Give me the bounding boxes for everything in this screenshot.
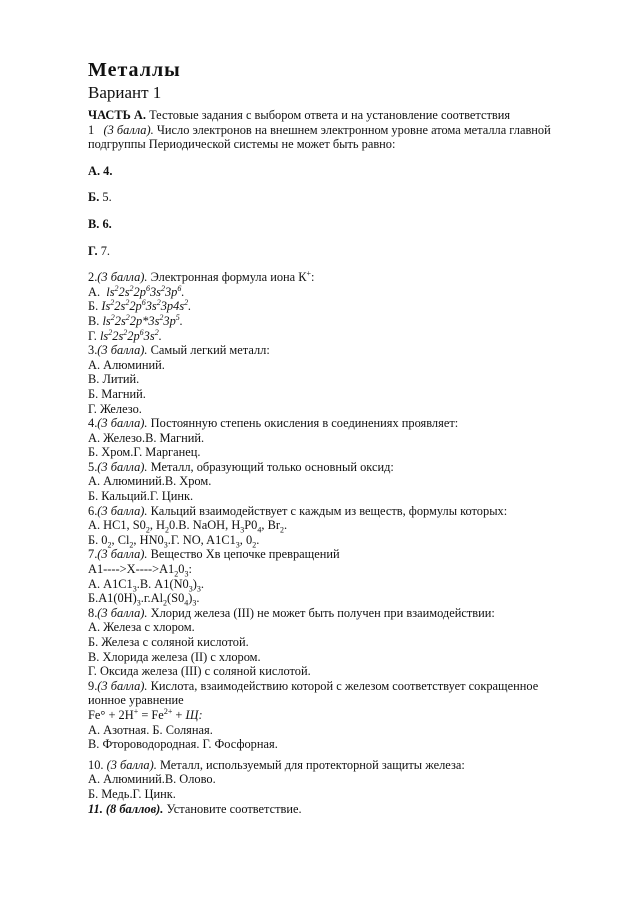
q2-option-v-prefix: В. [88,313,100,328]
q3-line [88,343,608,358]
q6-text: Кальций взаимодействует с каждым из веществ, формулы которых: [147,503,508,518]
q1-points: (3 балла). [103,122,154,137]
spacer [88,205,608,217]
q1-option-a [88,164,608,179]
spacer [88,232,608,244]
q9-h: 2Н [118,707,134,722]
q6-line [88,504,608,519]
q1-option-b [88,190,608,205]
part-heading [88,108,608,123]
q10-options-2: Б. Медь.Г. Цинк. [88,786,176,801]
page-content [88,58,608,816]
q7-option-b: $Б.А1(0H)_3.г.Al_2(S0_4)_3$. [88,591,200,608]
q9-line1 [88,679,608,694]
q2-line [88,270,608,285]
q6-option-b: Б. $0_2$, $Cl_2$, $HN0_3.Г$. NO, $A1C1_3$, $0_2$. [88,532,260,550]
page-title: Металлы [88,59,181,81]
q7-option-b-text: Б.А1(0H) [88,591,137,606]
part-text: Тестовые задания с выбором ответа и на установление соответствия [145,108,511,122]
q2-text: Электронная формула иона К [147,270,307,285]
q7-option-a-text: А. А1С1 [88,576,133,591]
q3-text: Самый легкий металл: [147,343,270,358]
q6-option-a: А. НС1, $S0_2$, $H_20.В$. NaOH, $H_3P0_4$, $Br_2$. [88,518,288,535]
q8-num: 8. [88,605,98,620]
q7-line [88,547,608,562]
q2-colon: : [311,270,315,285]
q3-num: 3. [88,343,98,358]
q8-line [88,606,608,621]
q9-points: (3 балла). [97,678,148,693]
q1-option-b-label: Б. [88,190,100,205]
q9-num: 9. [88,678,98,693]
q8-points: (3 балла). [97,605,148,620]
q9-text-l1: Кислота, взаимодействию которой с железом соответствует сокращенное [147,678,539,693]
q1-line2: подгруппы Периодической системы не может быть равно: [88,137,396,152]
part-label: ЧАСТЬ А. [88,108,146,122]
q11-text: Установите соответствие. [163,801,302,816]
q4-num: 4. [88,416,98,431]
q3-option-c: Б. Магний. [88,386,146,401]
q8-option-a: А. Железа с хлором. [88,620,195,635]
q2-points: (3 балла). [97,270,148,285]
q5-points: (3 балла). [97,459,148,474]
q6-br: Br [267,518,280,533]
q5-line [88,460,608,475]
q2-option-g-prefix: Г. [88,328,97,343]
q4-options-1: А. Железо.В. Магний. [88,430,205,445]
q1-option-v-text: В. 6. [88,216,112,231]
q7-option-a: А. $А1С1_3.В$. $A1(N0_3)_3$. [88,576,204,594]
q4-points: (3 балла). [97,416,148,431]
variant-heading: Вариант 1 [88,83,162,102]
q10-text: Металл, используемый для протекторной защиты железа: [156,757,465,772]
q2-option-v: В. $ls^22s^22p*3s^23p^5$. [88,312,183,328]
q3-option-b: В. Литий. [88,372,140,387]
q2-option-b: Б. $Is^22s^22p^63s^23p4s^2$. [88,298,192,314]
q9-line2: ионное уравнение [88,693,184,708]
q2-ion-charge: + [306,269,312,279]
q2-option-g: Г. $ls^22s^22p^63s^2$. [88,327,162,343]
q9-fe: Fe° [88,707,106,722]
q2-option-a: А. $ls^22s^22p^63s^23p^6$. [88,283,185,299]
q7-chain: $A1---->X---->A1_20_3$: [88,562,192,579]
q2-num: 2. [88,270,98,285]
q9-equation: $Fe^\circ + 2Н^+ = Fe^{2+} + Щ$: [88,706,203,722]
q1-option-a-text: А. 4. [88,163,113,178]
q10-num: 10. [88,757,104,772]
q9-options-1: А. Азотная. Б. Соляная. [88,722,213,737]
q4-options-2: Б. Хром.Г. Марганец. [88,445,201,460]
q1-option-b-value: 5. [99,190,112,205]
q6-num: 6. [88,503,98,518]
q9-fe2: Fe [151,707,164,722]
q10-options-1: А. Алюминий.В. Олово. [88,772,216,787]
q7-chain-text: A1---->X---->A1 [88,562,175,577]
q3-points: (3 балла). [97,343,148,358]
q1-option-g-label: Г. [88,243,98,258]
spacer [88,152,608,164]
q3-option-a: А. Алюминий. [88,357,165,372]
q10-points: (3 балла). [106,757,157,772]
q9-sh: Щ: [185,707,203,722]
q6-option-a-prefix: А. НС1, S0 [88,518,146,533]
spacer [88,258,608,270]
q2-option-b-prefix: Б. [88,299,99,314]
q8-option-d: Г. Оксида железа (III) с соляной кислотой. [88,664,311,679]
q1-num: 1 [88,122,95,137]
q11-line [88,802,608,817]
q6-naoh: NaOH [192,518,226,533]
q1-option-v [88,217,608,232]
q8-text: Хлорид железа (III) не может быть получен при взаимодействии: [147,605,495,620]
q8-option-c: В. Хлорида железа (II) с хлором. [88,649,261,664]
q5-options-2: Б. Кальций.Г. Цинк. [88,489,194,504]
q1-option-g-value: 7. [97,243,110,258]
q6-points: (3 балла). [97,503,148,518]
q10-line [88,758,608,773]
q7-num: 7. [88,547,98,562]
q1-option-g [88,244,608,259]
q4-text: Постоянную степень окисления в соединениях проявляет: [147,416,459,431]
q9-options-2: В. Фтороводородная. Г. Фосфорная. [88,737,278,752]
q5-options-1: А. Алюминий.В. Хром. [88,474,212,489]
q7-text: Вещество Хв цепочке превращений [147,547,340,562]
q6-option-b-prefix: Б. 0 [88,532,108,547]
q5-text: Металл, образующий только основный оксид: [147,459,394,474]
q8-option-b: Б. Железа с соляной кислотой. [88,635,249,649]
q7-points: (3 балла). [97,547,148,562]
q2-option-a-prefix: А. [88,284,101,299]
q5-num: 5. [88,459,98,474]
q3-option-d: Г. Железо. [88,401,142,416]
q1-text-l1: Число электронов на внешнем электронном уровне атома металла главной [153,122,551,137]
spacer [88,178,608,190]
q11-label: 11. (8 баллов). [88,801,164,816]
q4-line [88,416,608,431]
q1-line1 [88,123,608,138]
